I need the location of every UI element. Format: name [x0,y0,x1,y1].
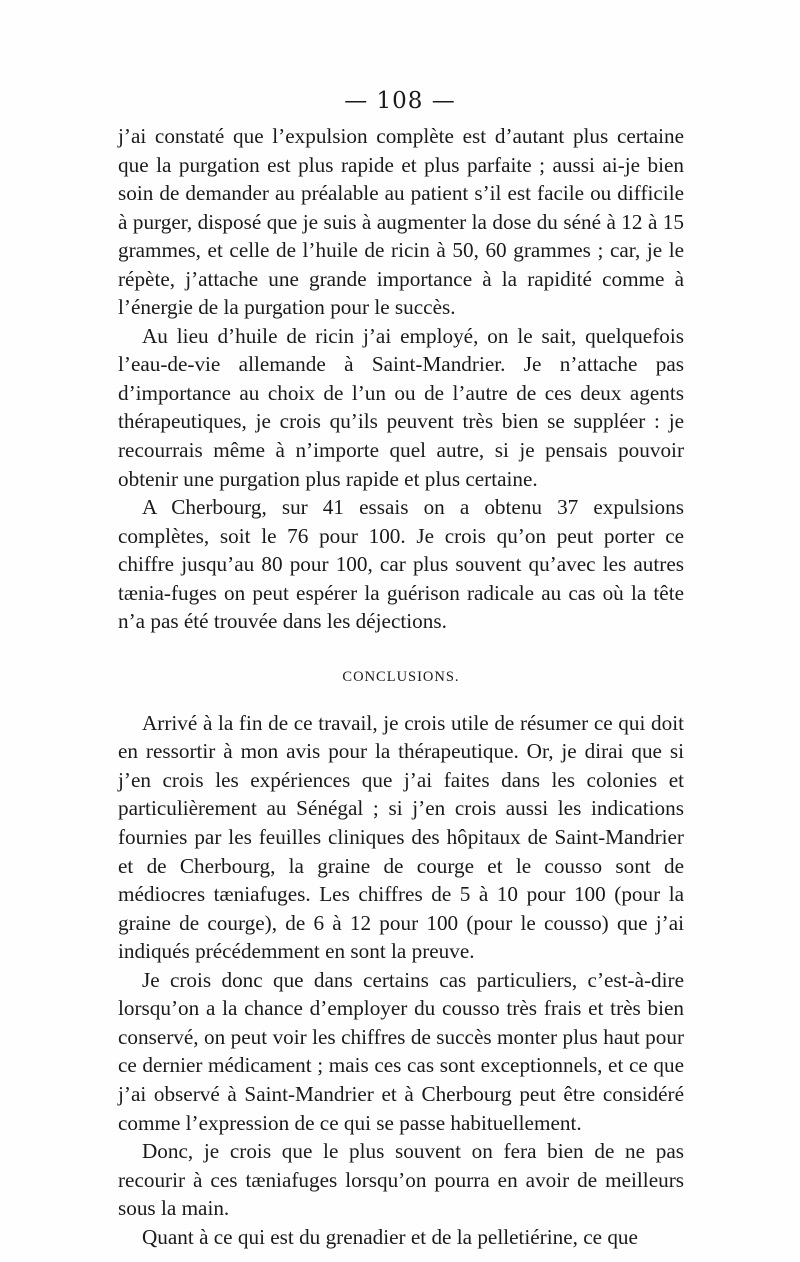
paragraph-1: j’ai constaté que l’expulsion complète est d’autant plus certaine que la purgation est plus rapide et plus parfaite ; aussi ai-je bien soin de demander au préalable au patient s’il est facile ou difficile à purger, disposé que je suis à augmenter la dose du séné à 12 à 15 grammes, et celle de l’huile de ricin à 50, 60 grammes ; car, je le répète, j’attache une grande importance à la rapidité comme à l’énergie de la purgation pour le succès. [118,124,684,320]
paragraph-7: Quant à ce qui est du grenadier et de la pelletiérine, ce que [142,1224,638,1249]
page-number: — 108 — [344,88,456,114]
paragraph-5: Je crois donc que dans certains cas particuliers, c’est-à-dire lorsqu’on a la chance d’employer du cousso très frais et très bien conservé, on peut voir les chiffres de succès monter plus haut pour ce dernier médicament ; mais ces cas sont exceptionnels, et ce que j’ai observé à Saint-Mandrier et à Cherbourg peut être considéré comme l’expression de ce qui se passe habituellement. [118,967,684,1135]
paragraph-2: Au lieu d’huile de ricin j’ai employé, on le sait, quelquefois l’eau-de-vie allemande à Saint-Mandrier. Je n’attache pas d’importance au choix de l’un ou de l’autre de ces deux agents thérapeutiques, je crois qu’ils peuvent très bien se suppléer : je recourrais même à n’importe quel autre, si je pensais pouvoir obtenir une purgation plus rapide et plus certaine. [118,323,684,491]
paragraph-4: Arrivé à la fin de ce travail, je crois utile de résumer ce qui doit en ressortir à mon avis pour la thérapeutique. Or, je dirai que si j’en crois les expériences que j’ai faites dans les colonies et particulièrement au Sénégal ; si j’en crois aussi les indications fournies par les feuilles cliniques des hôpitaux de Saint-Mandrier et de Cherbourg, la graine de courge et le cousso sont de médiocres tæniafuges. Les chiffres de 5 à 10 pour 100 (pour la graine de courge), de 6 à 12 pour 100 (pour le cousso) que j’ai indiqués précédemment en sont la preuve. [118,710,684,964]
paragraph-6: Donc, je crois que le plus souvent on fera bien de ne pas recourir à ces tæniafuges lorsqu’on pourra en avoir de meilleurs sous la main. [118,1139,684,1221]
section-heading-conclusions: CONCLUSIONS. [342,668,460,685]
paragraph-3: A Cherbourg, sur 41 essais on a obtenu 37 expulsions complètes, soit le 76 pour 100. Je crois qu’on peut porter ce chiffre jusqu’au 80 pour 100, car plus souvent qu’avec les autres tænia-fuges on peut espérer la guérison radicale au cas où la tête n’a pas été trouvée dans les déjections. [118,495,684,634]
body-text [118,122,684,1251]
